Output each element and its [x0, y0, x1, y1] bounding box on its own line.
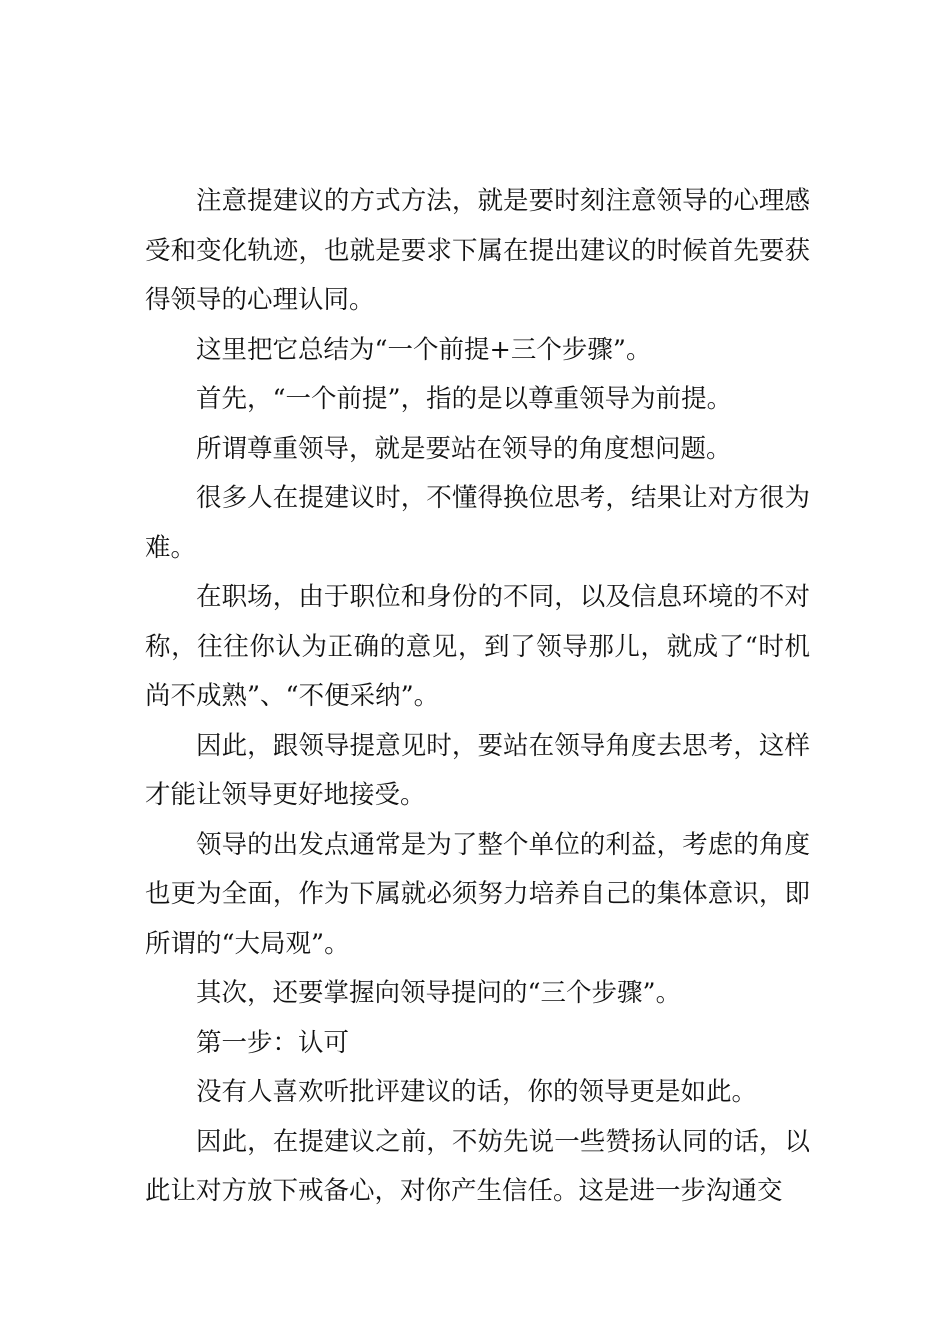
paragraph-3: 首先，“一个前提”，指的是以尊重领导为前提。: [196, 384, 733, 414]
paragraph-8: 领导的出发点通常是为了整个单位的利益，考虑的角度也更为全面，作为下属就必须努力培养自己的集体意识，即所谓的“大局观”。: [145, 829, 810, 959]
paragraph-10: 第一步：认可: [196, 1027, 350, 1058]
paragraph-9: 其次，还要掌握向领导提问的“三个步骤”。: [196, 978, 682, 1008]
paragraph-5: 很多人在提建议时，不懂得换位思考，结果让对方很为难。: [145, 483, 810, 563]
paragraph-6: 在职场，由于职位和身份的不同，以及信息环境的不对称，往往你认为正确的意见，到了领导那儿，就成了“时机尚不成熟”、“不便采纳”。: [145, 582, 810, 711]
paragraph-2: 这里把它总结为“一个前提+三个步骤”。: [196, 334, 652, 365]
document-page: [145, 177, 810, 1217]
paragraph-1: 注意提建议的方式方法，就是要时刻注意领导的心理感受和变化轨迹，也就是要求下属在提出建议的时候首先要获得领导的心理认同。: [145, 186, 810, 315]
paragraph-4: 所谓尊重领导，就是要站在领导的角度想问题。: [196, 433, 732, 464]
paragraph-7: 因此，跟领导提意见时，要站在领导角度去思考，这样才能让领导更好地接受。: [145, 730, 810, 810]
paragraph-12: 因此，在提建议之前，不妨先说一些赞扬认同的话，以此让对方放下戒备心，对你产生信任。这是进一步沟通交: [145, 1126, 810, 1206]
paragraph-11: 没有人喜欢听批评建议的话，你的领导更是如此。: [196, 1077, 758, 1107]
